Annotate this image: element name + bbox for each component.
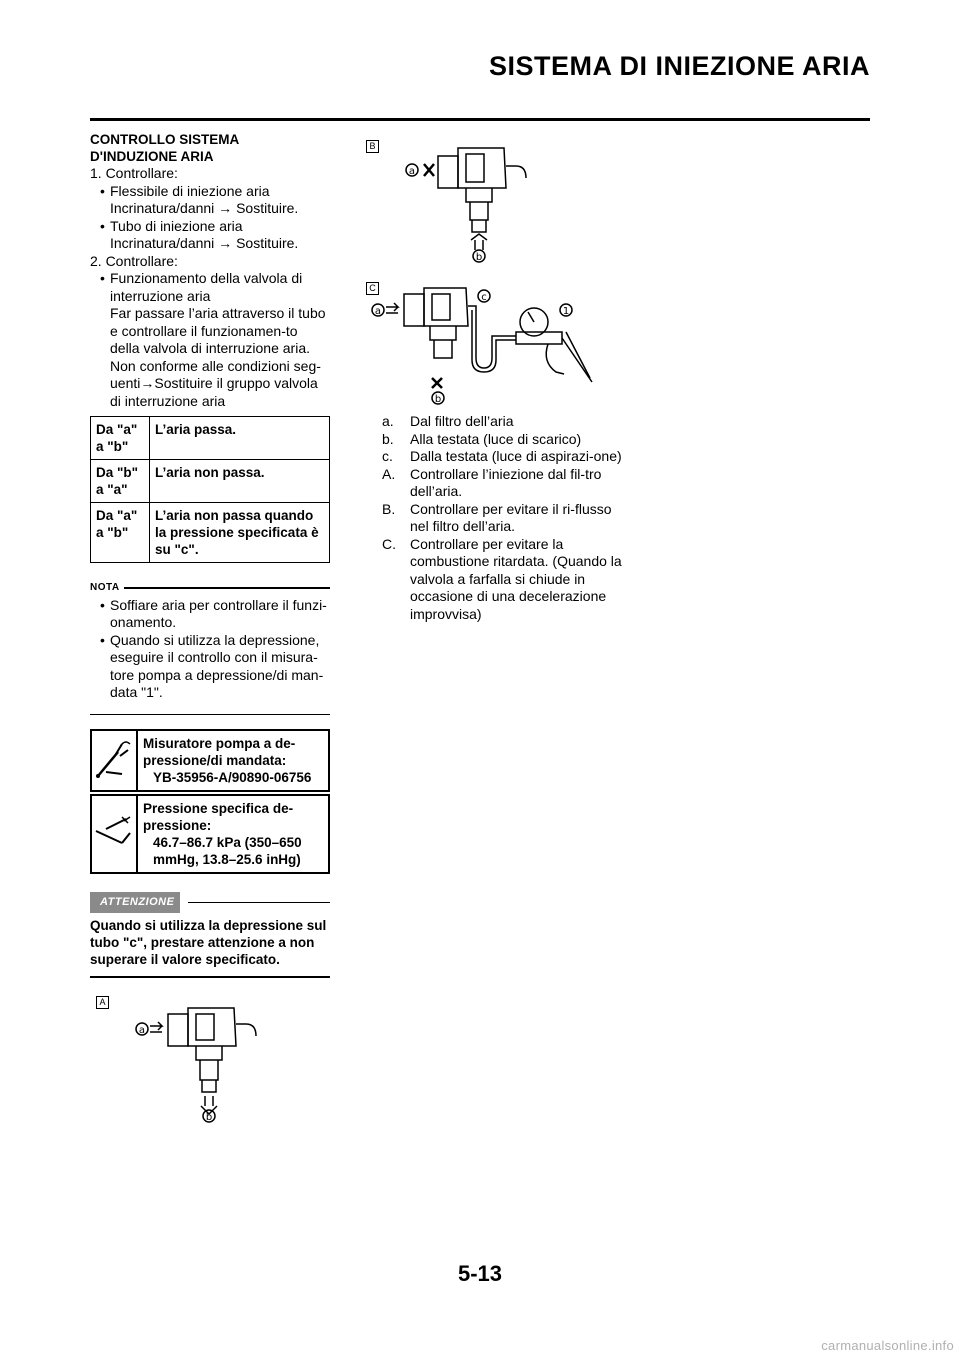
note-item: • Quando si utilizza la depressione, eseguire il controllo con il misura-tore pompa a depressione/di man-data "1".: [90, 632, 330, 702]
figure-label: b: [434, 394, 442, 405]
figure-b: [366, 140, 556, 265]
tool-box: [90, 729, 330, 792]
list-item: • Tubo di iniezione aria: [90, 218, 330, 236]
figure-letter: A: [96, 996, 109, 1009]
table-row: Da "b" a "a" L’aria non passa.: [91, 460, 330, 503]
step-2-body-2: Non conforme alle condizioni seg-uenti→Sostituire il gruppo valvola di interruzione aria: [110, 357, 321, 409]
figure-label: a: [374, 306, 382, 317]
caution-header: [90, 892, 330, 913]
figure-label: b: [205, 1112, 213, 1123]
note-header: [90, 579, 330, 597]
figure-label: a: [138, 1025, 146, 1036]
step-2: 2. Controllare:: [90, 252, 178, 269]
note-end-rule: [90, 714, 330, 716]
figure-legend: [382, 413, 622, 623]
figure-label: 1: [562, 306, 570, 317]
page-number: 5-13: [457, 1261, 503, 1286]
figure-c: [366, 282, 606, 407]
watermark: carmanualsonline.info: [821, 1337, 954, 1353]
figure-a: [96, 996, 276, 1126]
tool-title: Pressione specifica de-pressione:: [143, 801, 294, 833]
figure-label: a: [408, 166, 416, 177]
page-title: SISTEMA DI INIEZIONE ARIA: [488, 51, 870, 81]
list-item: • Flessibile di iniezione aria: [90, 183, 330, 201]
list-item-detail: Incrinatura/danni → Sostituire.: [110, 200, 299, 216]
note-item: • Soffiare aria per controllare il funzi-onamento.: [90, 597, 330, 632]
legend-item: b. Alla testata (luce di scarico): [382, 430, 582, 447]
legend-item: c. Dalla testata (luce di aspirazi-one): [382, 448, 622, 464]
table-row: Da "a" a "b" L’aria non passa quando la pressione specificata è su "c".: [91, 503, 330, 563]
figure-label: b: [475, 252, 483, 263]
figure-letter: B: [366, 140, 379, 153]
tool-value: 46.7–86.7 kPa (350–650 mmHg, 13.8–25.6 inHg): [153, 835, 302, 867]
caution-end-rule: [90, 976, 330, 978]
tool-value: YB-35956-A/90890-06756: [153, 770, 312, 785]
list-item-detail: Incrinatura/danni → Sostituire.: [110, 235, 299, 251]
section-heading: CONTROLLO SISTEMA D'INDUZIONE ARIA: [90, 132, 240, 164]
step-1: 1. Controllare:: [90, 165, 178, 181]
table-row: Da "a" a "b" L’aria passa.: [91, 417, 330, 460]
note-label: NOTA: [90, 582, 120, 593]
caliper-icon: [92, 796, 138, 872]
step-2-body: Far passare l’aria attraverso il tubo e controllare il funzionamen-to della valvola di interruzione aria.: [110, 305, 326, 356]
caution-text: Quando si utilizza la depressione sul tubo "c", prestare attenzione a non superare il valore specificato.: [90, 917, 327, 967]
tool-box: [90, 794, 330, 874]
list-item: • Funzionamento della valvola di interruzione aria: [90, 270, 330, 305]
tool-title: Misuratore pompa a de-pressione/di mandata:: [143, 736, 296, 768]
legend-item: B. Controllare per evitare il ri-flusso nel filtro dell’aria.: [382, 500, 612, 534]
left-column: [90, 131, 330, 978]
legend-item: a. Dal filtro dell’aria: [382, 413, 514, 429]
legend-item: C. Controllare per evitare la combustione ritardata. (Quando la valvola a farfalla si chiude in occasione di una decelerazione improvvisa): [382, 535, 622, 622]
wrench-icon: [92, 731, 138, 790]
figure-letter: C: [366, 282, 379, 295]
figure-label: c: [481, 292, 487, 303]
header-rule: [90, 118, 870, 121]
flow-table: [90, 416, 330, 563]
caution-label: ATTENZIONE: [90, 892, 180, 913]
legend-item: A. Controllare l’iniezione dal fil-tro dell’aria.: [382, 465, 602, 499]
